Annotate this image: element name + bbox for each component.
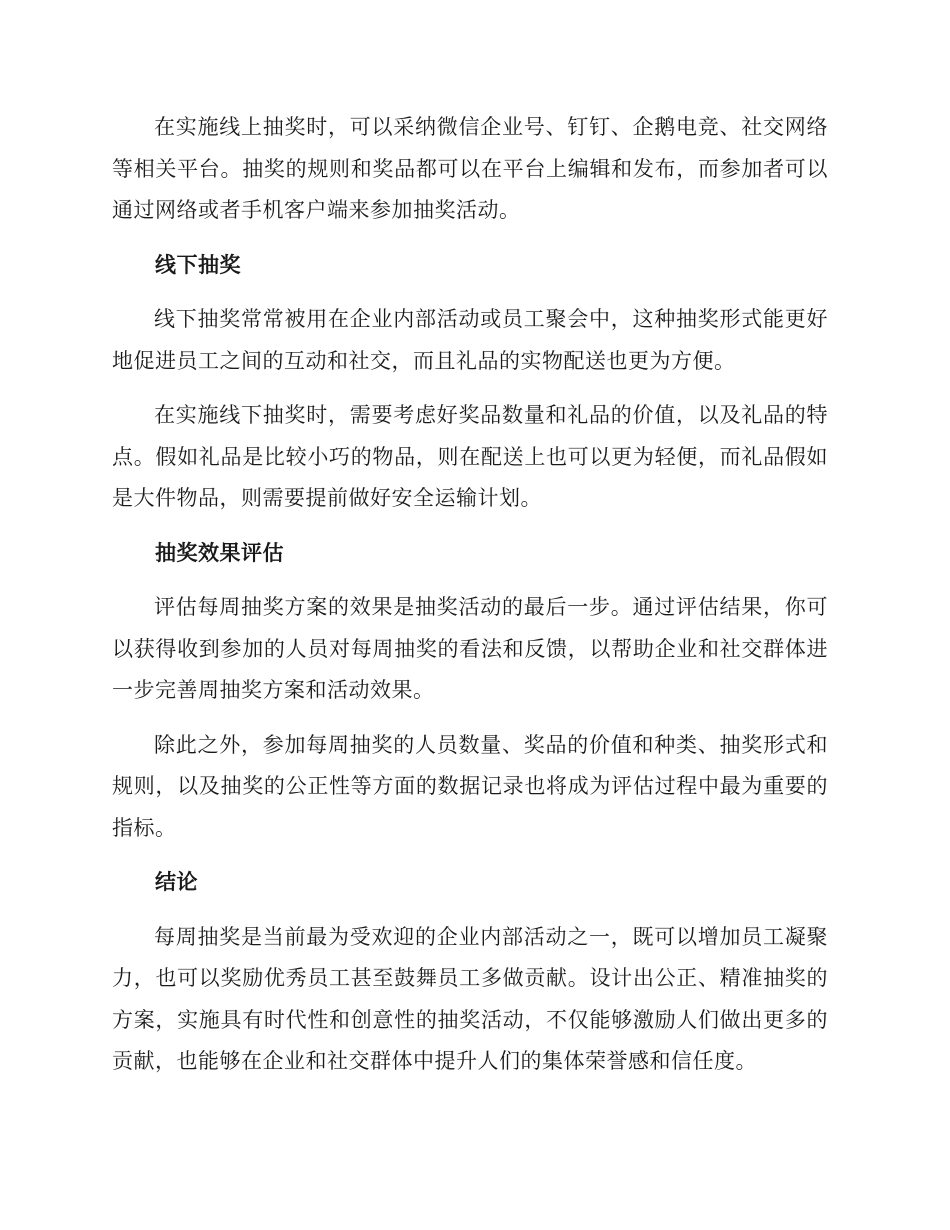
paragraph-offline-lottery-prizes: 在实施线下抽奖时，需要考虑好奖品数量和礼品的价值，以及礼品的特点。假如礼品是比较小巧的物品，则在配送上也可以更为轻便，而礼品假如是大件物品，则需要提前做好安全运输计划。 bbox=[112, 403, 828, 510]
paragraph-online-lottery-platforms: 在实施线上抽奖时，可以采纳微信企业号、钉钉、企鹅电竞、社交网络等相关平台。抽奖的规则和奖品都可以在平台上编辑和发布，而参加者可以通过网络或者手机客户端来参加抽奖活动。 bbox=[112, 115, 828, 222]
paragraph-conclusion: 每周抽奖是当前最为受欢迎的企业内部活动之一，既可以增加员工凝聚力，也可以奖励优秀员工甚至鼓舞员工多做贡献。设计出公正、精准抽奖的方案，实施具有时代性和创意性的抽奖活动，不仅能够激励人们做出更多的贡献，也能够在企业和社交群体中提升人们的集体荣誉感和信任度。 bbox=[112, 924, 828, 1073]
heading-lottery-evaluation: 抽奖效果评估 bbox=[155, 540, 284, 565]
document-body bbox=[112, 107, 828, 1096]
paragraph-evaluation-feedback: 评估每周抽奖方案的效果是抽奖活动的最后一步。通过评估结果，你可以获得收到参加的人员对每周抽奖的看法和反馈，以帮助企业和社交群体进一步完善周抽奖方案和活动效果。 bbox=[112, 595, 828, 702]
paragraph-offline-lottery-intro: 线下抽奖常常被用在企业内部活动或员工聚会中，这种抽奖形式能更好地促进员工之间的互动和社交，而且礼品的实物配送也更为方便。 bbox=[112, 307, 828, 373]
paragraph-evaluation-metrics: 除此之外，参加每周抽奖的人员数量、奖品的价值和种类、抽奖形式和规则，以及抽奖的公正性等方面的数据记录也将成为评估过程中最为重要的指标。 bbox=[112, 732, 828, 840]
heading-offline-lottery: 线下抽奖 bbox=[155, 252, 241, 277]
heading-conclusion: 结论 bbox=[155, 870, 198, 894]
